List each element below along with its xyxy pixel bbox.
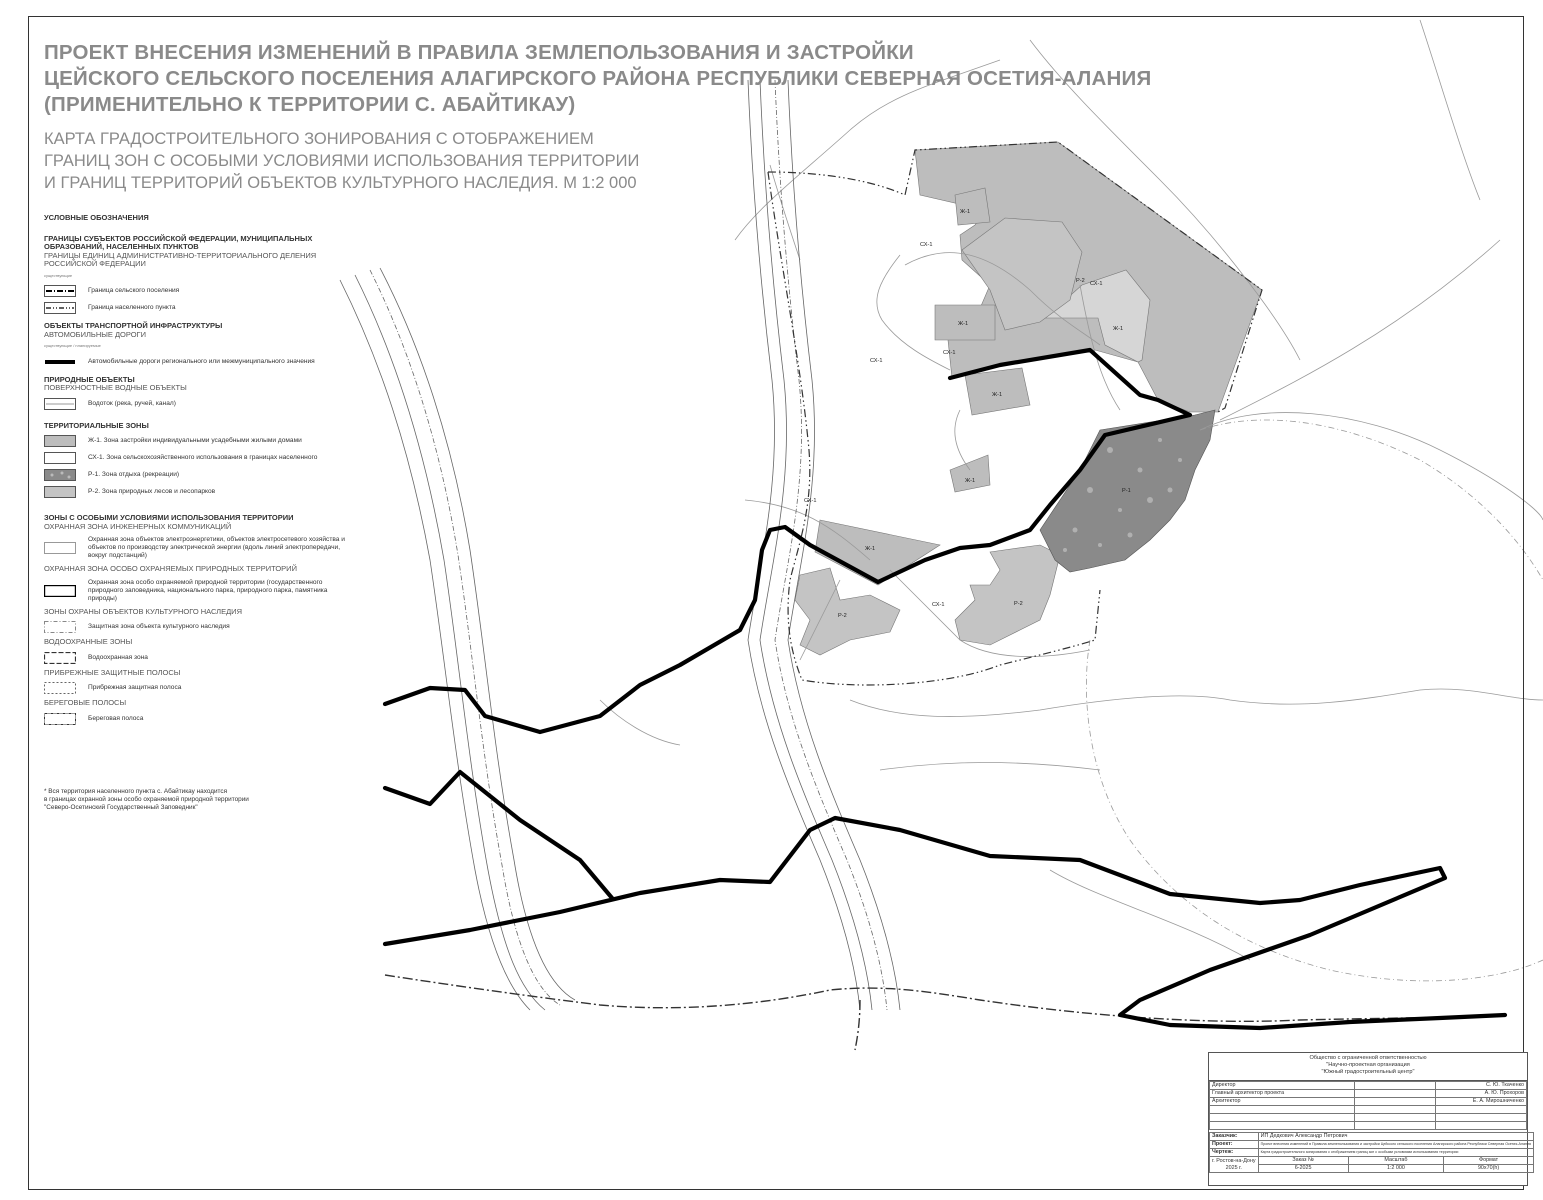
legend-water-sub: ПОВЕРХНОСТНЫЕ ВОДНЫЕ ОБЪЕКТЫ <box>44 383 187 392</box>
legend-natural-heading: ПРИРОДНЫЕ ОБЪЕКТЫ <box>44 374 135 384</box>
scale-label: Масштаб <box>1348 1157 1444 1165</box>
legend-transport-heading: ОБЪЕКТЫ ТРАНСПОРТНОЙ ИНФРАСТРУКТУРЫ <box>44 321 223 330</box>
legend-boundaries-heading: ГРАНИЦЫ СУБЪЕКТОВ РОССИЙСКОЙ ФЕДЕРАЦИИ, МУНИЦИПАЛЬНЫХ ОБРАЗОВАНИЙ, НАСЕЛЕННЫХ ПУНКТОВ <box>44 233 313 251</box>
power-zone-symbol <box>44 542 76 554</box>
legend-item-zone-r1 <box>44 469 354 481</box>
legend-protected-heading: ОХРАННАЯ ЗОНА ОСОБО ОХРАНЯЕМЫХ ПРИРОДНЫХ ТЕРРИТОРИЙ <box>44 564 297 573</box>
zone-label-r2: Р-2 <box>1014 601 1023 607</box>
title-block <box>1208 1052 1531 1186</box>
legend-item-water-protection-zone <box>44 652 354 664</box>
legend-engineering-sub: ОХРАННАЯ ЗОНА ИНЖЕНЕРНЫХ КОММУНИКАЦИЙ <box>44 521 232 531</box>
signature-row-empty <box>1210 1114 1527 1122</box>
signature-row-empty <box>1210 1106 1527 1114</box>
title-line-1: ПРОЕКТ ВНЕСЕНИЯ ИЗМЕНЕНИЙ В ПРАВИЛА ЗЕМЛЕПОЛЬЗОВАНИЯ И ЗАСТРОЙКИ <box>44 41 914 64</box>
customer-label: Заказчик: <box>1210 1133 1259 1141</box>
zone-zh1-label: Ж-1. Зона застройки индивидуальными усадебными жилыми домами <box>88 437 302 444</box>
water-protection-label: Водоохранная зона <box>88 653 148 661</box>
empty-cell <box>1355 1106 1436 1114</box>
signature-row-director <box>1210 1082 1527 1090</box>
zone-label-r2: Р-2 <box>1076 278 1085 284</box>
signature-row-empty <box>1210 1122 1527 1130</box>
zone-label-r1: Р-1 <box>1122 488 1131 494</box>
footnote-line-1: * Вся территория населенного пункта с. Абайтикау находится <box>44 788 228 795</box>
zone-label-sx1: СХ-1 <box>943 350 956 356</box>
legend-shore-heading: БЕРЕГОВЫЕ ПОЛОСЫ <box>44 698 127 707</box>
coastal-strip-label: Прибрежная защитная полоса <box>88 684 182 691</box>
order-value: 6-2025 <box>1258 1165 1348 1173</box>
order-label: Заказ № <box>1258 1157 1348 1165</box>
empty-cell <box>1436 1106 1527 1114</box>
project-label: Проект: <box>1210 1141 1259 1149</box>
organization-name <box>1209 1053 1527 1081</box>
format-label: Формат <box>1444 1157 1534 1165</box>
format-value: 90x70(h) <box>1444 1165 1534 1173</box>
legend-coastal-heading: ПРИБРЕЖНЫЕ ЗАЩИТНЫЕ ПОЛОСЫ <box>44 667 181 677</box>
legend-roads-tiny: существующие / планируемые <box>44 343 101 348</box>
scale-value: 1:2 000 <box>1348 1165 1444 1173</box>
empty-cell <box>1355 1114 1436 1122</box>
stream-label: Водоток (река, ручей, канал) <box>88 399 176 407</box>
subtitle-line-1: КАРТА ГРАДОСТРОИТЕЛЬНОГО ЗОНИРОВАНИЯ С ОТОБРАЖЕНИЕМ <box>44 130 594 148</box>
zone-r1-label: Р-1. Зона отдыха (рекреации) <box>88 471 180 478</box>
drawing-label: Чертеж: <box>1210 1149 1259 1157</box>
stream-symbol <box>44 398 76 410</box>
signature-cell <box>1355 1082 1436 1090</box>
protected-zone-label: Охранная зона особо охраняемой природной территории (государственного природного заповедника, национального парка, природного парка, памятника природы) <box>88 578 328 602</box>
zone-label-zh1: Ж-1 <box>992 392 1003 398</box>
org-line-1: Общество с ограниченной ответственностью <box>1309 1055 1427 1061</box>
zone-label-zh1: Ж-1 <box>960 209 971 215</box>
customer-row <box>1210 1133 1534 1141</box>
map-legend <box>44 206 354 725</box>
protected-zone-symbol <box>44 585 76 597</box>
legend-item-regional-road <box>44 356 354 368</box>
heritage-zone-label: Защитная зона объекта культурного наследия <box>88 623 230 630</box>
settlement-boundary-label: Граница населенного пункта <box>88 304 176 311</box>
legend-special-heading: ЗОНЫ С ОСОБЫМИ УСЛОВИЯМИ ИСПОЛЬЗОВАНИЯ ТЕРРИТОРИИ <box>44 513 294 522</box>
zone-label-sx1: СХ-1 <box>870 358 883 364</box>
legend-water-protection-heading: ВОДООХРАННЫЕ ЗОНЫ <box>44 637 133 646</box>
legend-item-zone-r2 <box>44 486 354 498</box>
role-cell: Директор <box>1210 1082 1355 1090</box>
footnote-line-2: в границах охранной зоны особо охраняемой природной территории <box>44 796 249 803</box>
project-value: Проект внесения изменений в Правила землепользования и застройки Цейского сельского поселения Алагирского района Республики Северная Осетия-Алания <box>1258 1141 1533 1149</box>
zone-label-zh1: Ж-1 <box>965 478 976 484</box>
zone-label-r2: Р-2 <box>838 613 847 619</box>
signatures-table <box>1209 1081 1527 1130</box>
regional-road-label: Автомобильные дороги регионального или межмуниципального значения <box>88 357 315 365</box>
title-line-2: ЦЕЙСКОГО СЕЛЬСКОГО ПОСЕЛЕНИЯ АЛАГИРСКОГО РАЙОНА РЕСПУБЛИКИ СЕВЕРНАЯ ОСЕТИЯ-АЛАНИЯ <box>44 67 1152 90</box>
zone-sx1-swatch <box>44 452 76 464</box>
zone-label-zh1: Ж-1 <box>1113 326 1124 332</box>
name-cell: А. Ю. Прохоров <box>1436 1090 1527 1098</box>
legend-item-zone-zh1 <box>44 435 354 447</box>
subtitle-line-2: ГРАНИЦ ЗОН С ОСОБЫМИ УСЛОВИЯМИ ИСПОЛЬЗОВАНИЯ ТЕРРИТОРИИ <box>44 152 640 170</box>
legend-roads-sub: АВТОМОБИЛЬНЫЕ ДОРОГИ <box>44 329 146 339</box>
zone-label-zh1: Ж-1 <box>865 546 876 552</box>
page-title <box>44 40 1151 118</box>
heritage-zone-symbol <box>44 621 76 633</box>
zone-label-sx1: СХ-1 <box>920 242 933 248</box>
coastal-strip-symbol <box>44 682 76 694</box>
legend-item-stream <box>44 398 354 410</box>
drawing-row <box>1210 1149 1534 1157</box>
shore-strip-symbol <box>44 713 76 725</box>
role-cell: Главный архитектор проекта <box>1210 1090 1355 1098</box>
empty-cell <box>1355 1122 1436 1130</box>
legend-boundaries-tiny: существующие <box>44 272 73 278</box>
zone-r2-label: Р-2. Зона природных лесов и лесопарков <box>88 488 216 495</box>
zone-zh1-swatch <box>44 435 76 447</box>
zone-label-sx1: СХ-1 <box>1090 281 1103 287</box>
rural-boundary-label: Граница сельского поселения <box>88 287 180 294</box>
drawing-value: Карта градостроительного зонирования с отображением границ зон с особыми условиями использования территории <box>1258 1149 1533 1157</box>
legend-item-protected-zone <box>44 579 354 603</box>
legend-item-rural-boundary <box>44 285 354 297</box>
settlement-boundary-symbol <box>44 302 76 314</box>
empty-cell <box>1436 1122 1527 1130</box>
subtitle-line-3: И ГРАНИЦ ТЕРРИТОРИЙ ОБЪЕКТОВ КУЛЬТУРНОГО НАСЛЕДИЯ. М 1:2 000 <box>44 174 637 192</box>
org-line-2: "Научно-проектная организация <box>1326 1062 1410 1068</box>
title-line-3: (ПРИМЕНИТЕЛЬНО К ТЕРРИТОРИИ С. АБАЙТИКАУ) <box>44 93 576 116</box>
zone-sx1-label: СХ-1. Зона сельскохозяйственного использования в границах населенного <box>88 454 318 461</box>
zone-label-sx1: СХ-1 <box>804 498 817 504</box>
meta-header-row <box>1210 1157 1534 1165</box>
legend-zones-heading: ТЕРРИТОРИАЛЬНЫЕ ЗОНЫ <box>44 420 149 430</box>
customer-value: ИП Дедкович Александр Петрович <box>1258 1133 1533 1141</box>
legend-item-power-zone <box>44 536 354 560</box>
signature-row-architect <box>1210 1098 1527 1106</box>
signature-cell <box>1355 1098 1436 1106</box>
water-protection-symbol <box>44 652 76 664</box>
city: г. Ростов-на-Дону <box>1212 1157 1256 1164</box>
project-info-table <box>1209 1132 1534 1173</box>
legend-item-zone-sx1 <box>44 452 354 464</box>
city-year-cell <box>1210 1157 1259 1173</box>
signature-cell <box>1355 1090 1436 1098</box>
rural-boundary-symbol <box>44 285 76 297</box>
legend-boundaries-sub: ГРАНИЦЫ ЕДИНИЦ АДМИНИСТРАТИВНО-ТЕРРИТОРИАЛЬНОГО ДЕЛЕНИЯ РОССИЙСКОЙ ФЕДЕРАЦИИ <box>44 250 317 268</box>
page-subtitle <box>44 128 639 194</box>
footnote-line-3: "Северо-Осетинский Государственный Заповедник" <box>44 804 198 811</box>
year: 2025 г. <box>1225 1164 1242 1171</box>
signature-row-chief <box>1210 1090 1527 1098</box>
empty-cell <box>1210 1122 1355 1130</box>
legend-item-heritage-zone <box>44 621 354 633</box>
empty-cell <box>1210 1114 1355 1122</box>
legend-item-settlement-boundary <box>44 302 354 314</box>
shore-strip-label: Береговая полоса <box>88 714 144 722</box>
name-cell: Е. А. Мирошниченко <box>1436 1098 1527 1106</box>
legend-heading: УСЛОВНЫЕ ОБОЗНАЧЕНИЯ <box>44 213 149 222</box>
project-row <box>1210 1141 1534 1149</box>
name-cell: С. Ю. Ткаченко <box>1436 1082 1527 1090</box>
regional-road-symbol <box>44 356 76 368</box>
org-line-3: "Южный градостроительный центр" <box>1321 1069 1415 1075</box>
zone-r1-swatch <box>44 469 76 481</box>
zone-r2-swatch <box>44 486 76 498</box>
footnote <box>44 788 324 812</box>
legend-heritage-heading: ЗОНЫ ОХРАНЫ ОБЪЕКТОВ КУЛЬТУРНОГО НАСЛЕДИЯ <box>44 606 242 616</box>
empty-cell <box>1210 1106 1355 1114</box>
zone-label-sx1: СХ-1 <box>932 602 945 608</box>
legend-item-shore-strip <box>44 713 354 725</box>
legend-item-coastal-strip <box>44 682 354 694</box>
power-zone-label: Охранная зона объектов электроэнергетики, объектов электросетевого хозяйства и объектов по производству электрической энергии (вдоль линий электропередачи, вокруг подстанций) <box>88 536 345 559</box>
role-cell: Архитектор <box>1210 1098 1355 1106</box>
empty-cell <box>1436 1114 1527 1122</box>
meta-value-row <box>1210 1165 1534 1173</box>
zone-label-zh1: Ж-1 <box>958 321 969 327</box>
